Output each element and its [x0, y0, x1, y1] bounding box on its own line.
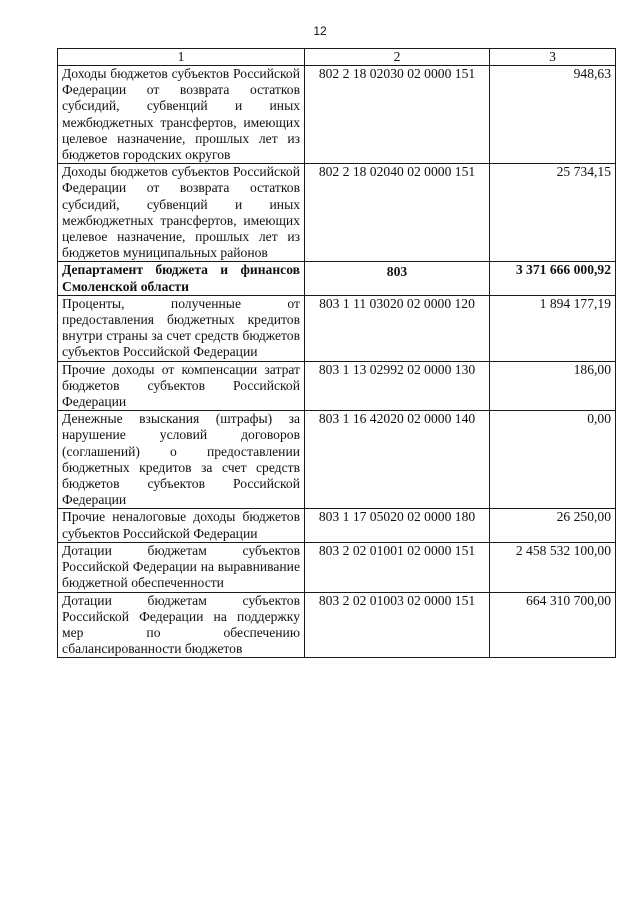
department-total-cell: 3 371 666 000,92	[490, 262, 616, 295]
budget-code-cell: 803 2 02 01001 02 0000 151	[305, 542, 490, 592]
table-row	[58, 295, 616, 361]
revenue-name-cell: Дотации бюджетам субъектов Российской Федерации на поддержку мер по обеспечению сбалансированности бюджетов	[58, 592, 305, 658]
revenue-name-cell: Прочие неналоговые доходы бюджетов субъектов Российской Федерации	[58, 509, 305, 542]
amount-cell: 1 894 177,19	[490, 295, 616, 361]
revenue-name-cell: Доходы бюджетов субъектов Российской Федерации от возврата остатков субсидий, субвенций и иных межбюджетных трансфертов, имеющих целевое назначение, прошлых лет из бюджетов муниципальных районов	[58, 164, 305, 262]
table-row	[58, 542, 616, 592]
table-row	[58, 66, 616, 164]
department-code-cell: 803	[305, 262, 490, 295]
column-header-1: 1	[58, 49, 305, 66]
budget-code-cell: 802 2 18 02040 02 0000 151	[305, 164, 490, 262]
page-number: 12	[313, 24, 327, 38]
revenue-name-cell: Дотации бюджетам субъектов Российской Федерации на выравнивание бюджетной обеспеченности	[58, 542, 305, 592]
revenue-name-cell: Проценты, полученные от предоставления бюджетных кредитов внутри страны за счет средств бюджетов субъектов Российской Федерации	[58, 295, 305, 361]
amount-cell: 186,00	[490, 361, 616, 411]
department-name-cell: Департамент бюджета и финансов Смоленской области	[58, 262, 305, 295]
revenue-name-cell: Прочие доходы от компенсации затрат бюджетов субъектов Российской Федерации	[58, 361, 305, 411]
budget-code-cell: 802 2 18 02030 02 0000 151	[305, 66, 490, 164]
column-header-3: 3	[490, 49, 616, 66]
table-row	[58, 164, 616, 262]
amount-cell: 25 734,15	[490, 164, 616, 262]
table-row	[58, 361, 616, 411]
column-header-2: 2	[305, 49, 490, 66]
budget-revenue-table	[57, 48, 616, 658]
budget-code-cell: 803 1 17 05020 02 0000 180	[305, 509, 490, 542]
amount-cell: 0,00	[490, 411, 616, 509]
department-row	[58, 262, 616, 295]
budget-code-cell: 803 1 16 42020 02 0000 140	[305, 411, 490, 509]
revenue-name-cell: Денежные взыскания (штрафы) за нарушение условий договоров (соглашений) о предоставлении бюджетных кредитов за счет средств бюджетов субъектов Российской Федерации	[58, 411, 305, 509]
amount-cell: 2 458 532 100,00	[490, 542, 616, 592]
table-header-row	[58, 49, 616, 66]
amount-cell: 664 310 700,00	[490, 592, 616, 658]
table-row	[58, 509, 616, 542]
budget-code-cell: 803 1 11 03020 02 0000 120	[305, 295, 490, 361]
table-row	[58, 411, 616, 509]
amount-cell: 26 250,00	[490, 509, 616, 542]
table-row	[58, 592, 616, 658]
amount-cell: 948,63	[490, 66, 616, 164]
budget-code-cell: 803 1 13 02992 02 0000 130	[305, 361, 490, 411]
revenue-name-cell: Доходы бюджетов субъектов Российской Федерации от возврата остатков субсидий, субвенций и иных межбюджетных трансфертов, имеющих целевое назначение, прошлых лет из бюджетов городских округов	[58, 66, 305, 164]
budget-code-cell: 803 2 02 01003 02 0000 151	[305, 592, 490, 658]
